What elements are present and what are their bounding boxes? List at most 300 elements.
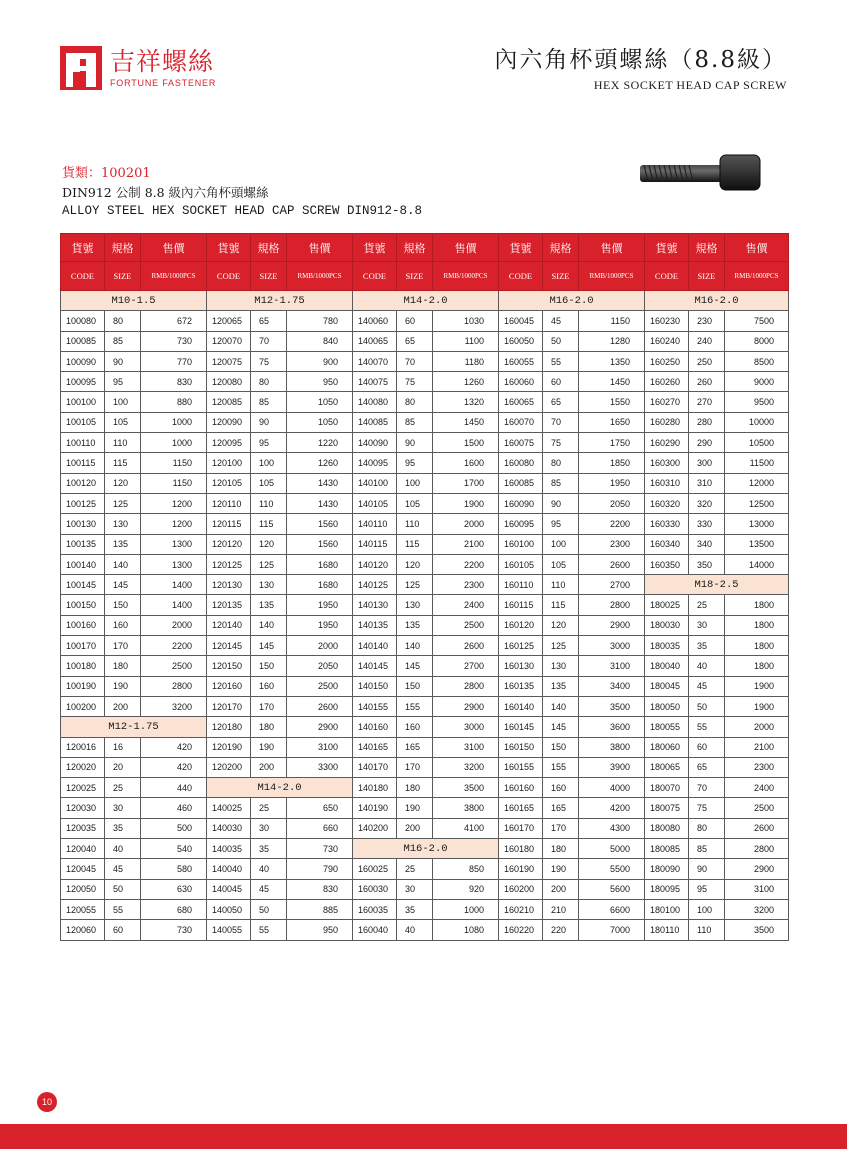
code-cell: 100100 (61, 392, 105, 412)
code-cell: 180085 (645, 839, 689, 859)
size-cell: 100 (397, 473, 433, 493)
price-cell: 1560 (287, 534, 353, 554)
section-label: M16-2.0 (353, 839, 499, 859)
size-cell: 145 (397, 656, 433, 676)
price-cell: 1430 (287, 473, 353, 493)
price-cell: 1800 (725, 656, 789, 676)
code-cell: 120160 (207, 676, 251, 696)
code-cell: 140170 (353, 757, 397, 777)
table-row (61, 575, 789, 595)
price-cell: 1320 (433, 392, 499, 412)
code-cell: 160065 (499, 392, 543, 412)
price-cell: 2200 (579, 514, 645, 534)
size-cell: 95 (105, 372, 141, 392)
size-cell: 30 (397, 879, 433, 899)
size-cell: 45 (543, 311, 579, 331)
price-cell: 1260 (287, 453, 353, 473)
code-cell: 140125 (353, 575, 397, 595)
code-cell: 120040 (61, 839, 105, 859)
product-desc-en: ALLOY STEEL HEX SOCKET HEAD CAP SCREW DIN912-8.8 (62, 204, 423, 218)
code-cell: 140145 (353, 656, 397, 676)
table-row (61, 839, 789, 859)
price-cell: 3200 (141, 696, 207, 716)
table-row (61, 473, 789, 493)
size-cell: 200 (397, 818, 433, 838)
size-cell: 180 (251, 717, 287, 737)
footer-bar (0, 1124, 847, 1149)
table-row (61, 331, 789, 351)
price-cell: 1700 (433, 473, 499, 493)
code-cell: 160095 (499, 514, 543, 534)
code-cell: 120100 (207, 453, 251, 473)
table-row (61, 778, 789, 798)
price-cell: 4300 (579, 818, 645, 838)
size-cell: 25 (689, 595, 725, 615)
code-cell: 160290 (645, 433, 689, 453)
code-cell: 160250 (645, 351, 689, 371)
size-cell: 145 (251, 636, 287, 656)
price-cell: 790 (287, 859, 353, 879)
price-cell: 1050 (287, 392, 353, 412)
code-cell: 100130 (61, 514, 105, 534)
size-cell: 105 (397, 493, 433, 513)
code-cell: 160110 (499, 575, 543, 595)
size-cell: 85 (543, 473, 579, 493)
size-cell: 165 (543, 798, 579, 818)
size-cell: 95 (251, 433, 287, 453)
table-row (61, 737, 789, 757)
code-cell: 180040 (645, 656, 689, 676)
price-cell: 1680 (287, 554, 353, 574)
code-cell: 180035 (645, 636, 689, 656)
price-cell: 3300 (287, 757, 353, 777)
code-cell: 180110 (645, 920, 689, 940)
size-cell: 200 (543, 879, 579, 899)
price-cell: 10000 (725, 412, 789, 432)
price-cell: 3200 (725, 899, 789, 919)
size-cell: 180 (543, 839, 579, 859)
code-cell: 180050 (645, 696, 689, 716)
code-cell: 120095 (207, 433, 251, 453)
code-cell: 180060 (645, 737, 689, 757)
code-cell: 140065 (353, 331, 397, 351)
price-cell: 1560 (287, 514, 353, 534)
price-cell: 3100 (579, 656, 645, 676)
size-cell: 150 (543, 737, 579, 757)
price-cell: 2300 (579, 534, 645, 554)
code-cell: 140130 (353, 595, 397, 615)
code-cell: 160105 (499, 554, 543, 574)
size-cell: 270 (689, 392, 725, 412)
code-cell: 140045 (207, 879, 251, 899)
size-cell: 105 (543, 554, 579, 574)
price-cell: 1450 (579, 372, 645, 392)
code-cell: 120190 (207, 737, 251, 757)
code-cell: 120025 (61, 778, 105, 798)
price-cell: 3500 (433, 778, 499, 798)
table-row (61, 351, 789, 371)
table-row (61, 636, 789, 656)
code-cell: 160030 (353, 879, 397, 899)
price-cell: 1000 (141, 412, 207, 432)
product-desc-cn: DIN912 公制 8.8 級內六角杯頭螺絲 (62, 185, 269, 200)
page-number: 10 (37, 1092, 57, 1112)
size-cell: 45 (251, 879, 287, 899)
table-row (61, 757, 789, 777)
size-cell: 70 (251, 331, 287, 351)
code-cell: 160060 (499, 372, 543, 392)
code-cell: 120200 (207, 757, 251, 777)
size-cell: 100 (543, 534, 579, 554)
price-cell: 2800 (433, 676, 499, 696)
size-cell: 80 (689, 818, 725, 838)
size-cell: 100 (251, 453, 287, 473)
size-cell: 85 (105, 331, 141, 351)
code-cell: 140155 (353, 696, 397, 716)
code-cell: 160155 (499, 757, 543, 777)
table-row (61, 392, 789, 412)
price-cell: 420 (141, 737, 207, 757)
size-cell: 90 (397, 433, 433, 453)
price-cell: 630 (141, 879, 207, 899)
code-cell: 100170 (61, 636, 105, 656)
size-cell: 190 (251, 737, 287, 757)
code-cell: 180100 (645, 899, 689, 919)
price-cell: 2900 (579, 615, 645, 635)
price-cell: 770 (141, 351, 207, 371)
price-cell: 3100 (725, 879, 789, 899)
code-cell: 140150 (353, 676, 397, 696)
code-cell: 160125 (499, 636, 543, 656)
size-cell: 220 (543, 920, 579, 940)
price-cell: 13500 (725, 534, 789, 554)
header-size-cn: 規格 (251, 234, 287, 262)
size-cell: 140 (543, 696, 579, 716)
size-cell: 35 (251, 839, 287, 859)
size-cell: 100 (105, 392, 141, 412)
code-cell: 160330 (645, 514, 689, 534)
size-cell: 25 (105, 778, 141, 798)
size-cell: 60 (689, 737, 725, 757)
code-cell: 160230 (645, 311, 689, 331)
price-cell: 2000 (287, 636, 353, 656)
price-cell: 1950 (579, 473, 645, 493)
price-cell: 1600 (433, 453, 499, 473)
price-cell: 672 (141, 311, 207, 331)
header-size-en: SIZE (105, 262, 141, 291)
price-cell: 1400 (141, 575, 207, 595)
price-cell: 1050 (287, 412, 353, 432)
brand-name-en: FORTUNE FASTENER (110, 78, 217, 88)
size-cell: 50 (251, 899, 287, 919)
size-cell: 110 (689, 920, 725, 940)
size-cell: 135 (543, 676, 579, 696)
price-cell: 2800 (141, 676, 207, 696)
size-cell: 115 (251, 514, 287, 534)
price-cell: 2700 (579, 575, 645, 595)
table-row (61, 453, 789, 473)
size-cell: 165 (397, 737, 433, 757)
size-cell: 200 (105, 696, 141, 716)
price-cell: 3000 (579, 636, 645, 656)
code-cell: 120115 (207, 514, 251, 534)
table-row (61, 717, 789, 737)
price-cell: 1750 (579, 433, 645, 453)
price-cell: 2050 (287, 656, 353, 676)
table-row (61, 514, 789, 534)
size-cell: 65 (251, 311, 287, 331)
price-cell: 13000 (725, 514, 789, 534)
code-cell: 100160 (61, 615, 105, 635)
code-cell: 140055 (207, 920, 251, 940)
price-cell: 920 (433, 879, 499, 899)
price-cell: 2100 (433, 534, 499, 554)
code-cell: 120130 (207, 575, 251, 595)
size-cell: 250 (689, 351, 725, 371)
code-cell: 160050 (499, 331, 543, 351)
size-cell: 230 (689, 311, 725, 331)
price-cell: 1950 (287, 595, 353, 615)
price-cell: 3800 (433, 798, 499, 818)
section-label: M16-2.0 (499, 291, 645, 311)
price-cell: 4100 (433, 818, 499, 838)
price-cell: 500 (141, 818, 207, 838)
table-row (61, 818, 789, 838)
code-cell: 160055 (499, 351, 543, 371)
size-cell: 190 (543, 859, 579, 879)
price-cell: 830 (287, 879, 353, 899)
code-cell: 160310 (645, 473, 689, 493)
page-title-cn: 內六角杯頭螺絲（8.8級） (494, 47, 787, 73)
price-cell: 14000 (725, 554, 789, 574)
size-cell: 110 (251, 493, 287, 513)
section-label: M14-2.0 (353, 291, 499, 311)
size-cell: 90 (689, 859, 725, 879)
size-cell: 150 (397, 676, 433, 696)
price-cell: 1030 (433, 311, 499, 331)
code-cell: 160070 (499, 412, 543, 432)
price-cell: 3800 (579, 737, 645, 757)
size-cell: 160 (543, 778, 579, 798)
price-cell: 9000 (725, 372, 789, 392)
brand-logo (60, 46, 216, 90)
code-cell: 100140 (61, 554, 105, 574)
size-cell: 70 (397, 351, 433, 371)
code-cell: 120020 (61, 757, 105, 777)
size-cell: 90 (543, 493, 579, 513)
code-cell: 180045 (645, 676, 689, 696)
code-cell: 180070 (645, 778, 689, 798)
price-cell: 1650 (579, 412, 645, 432)
size-cell: 80 (397, 392, 433, 412)
code-cell: 100105 (61, 412, 105, 432)
code-cell: 160120 (499, 615, 543, 635)
header-size-cn: 規格 (105, 234, 141, 262)
code-cell: 120090 (207, 412, 251, 432)
price-cell: 5600 (579, 879, 645, 899)
header-code-en: CODE (207, 262, 251, 291)
price-cell: 2000 (725, 717, 789, 737)
price-cell: 1300 (141, 554, 207, 574)
code-cell: 160100 (499, 534, 543, 554)
size-cell: 95 (689, 879, 725, 899)
size-cell: 120 (105, 473, 141, 493)
price-cell: 1900 (725, 696, 789, 716)
price-cell: 730 (141, 331, 207, 351)
size-cell: 145 (105, 575, 141, 595)
price-cell: 1000 (433, 899, 499, 919)
table-header-en (61, 262, 789, 291)
price-table (60, 233, 789, 941)
code-cell: 160140 (499, 696, 543, 716)
price-cell: 7500 (725, 311, 789, 331)
code-cell: 140050 (207, 899, 251, 919)
brand-text (110, 48, 216, 88)
price-cell: 440 (141, 778, 207, 798)
size-cell: 90 (251, 412, 287, 432)
price-cell: 1150 (141, 473, 207, 493)
size-cell: 70 (689, 778, 725, 798)
table-row (61, 899, 789, 919)
price-cell: 9500 (725, 392, 789, 412)
code-cell: 120045 (61, 859, 105, 879)
price-cell: 2500 (725, 798, 789, 818)
code-cell: 100135 (61, 534, 105, 554)
size-cell: 280 (689, 412, 725, 432)
size-cell: 130 (105, 514, 141, 534)
price-cell: 880 (141, 392, 207, 412)
size-cell: 55 (105, 899, 141, 919)
size-cell: 130 (397, 595, 433, 615)
size-cell: 60 (397, 311, 433, 331)
table-row (61, 372, 789, 392)
code-cell: 160150 (499, 737, 543, 757)
size-cell: 260 (689, 372, 725, 392)
code-cell: 160160 (499, 778, 543, 798)
size-cell: 310 (689, 473, 725, 493)
header-code-cn: 貨號 (353, 234, 397, 262)
code-cell: 120060 (61, 920, 105, 940)
code-cell: 160080 (499, 453, 543, 473)
code-cell: 180065 (645, 757, 689, 777)
code-cell: 100090 (61, 351, 105, 371)
price-cell: 950 (287, 372, 353, 392)
size-cell: 40 (105, 839, 141, 859)
code-cell: 160220 (499, 920, 543, 940)
code-cell: 160170 (499, 818, 543, 838)
size-cell: 130 (543, 656, 579, 676)
header-size-en: SIZE (397, 262, 433, 291)
header-code-cn: 貨號 (499, 234, 543, 262)
size-cell: 65 (397, 331, 433, 351)
price-cell: 1260 (433, 372, 499, 392)
size-cell: 75 (397, 372, 433, 392)
price-cell: 2700 (433, 656, 499, 676)
header-size-cn: 規格 (689, 234, 725, 262)
size-cell: 80 (543, 453, 579, 473)
code-cell: 160165 (499, 798, 543, 818)
size-cell: 65 (689, 757, 725, 777)
price-cell: 1350 (579, 351, 645, 371)
size-cell: 95 (543, 514, 579, 534)
code-cell: 160260 (645, 372, 689, 392)
size-cell: 115 (397, 534, 433, 554)
page-title-block (494, 46, 787, 93)
price-cell: 1500 (433, 433, 499, 453)
price-cell: 1200 (141, 493, 207, 513)
table-row (61, 595, 789, 615)
size-cell: 160 (397, 717, 433, 737)
price-cell: 1180 (433, 351, 499, 371)
size-cell: 50 (105, 879, 141, 899)
size-cell: 40 (397, 920, 433, 940)
size-cell: 120 (251, 534, 287, 554)
page-title-en: HEX SOCKET HEAD CAP SCREW (593, 78, 787, 92)
table-row (61, 493, 789, 513)
code-cell: 100145 (61, 575, 105, 595)
header-price-cn: 售價 (141, 234, 207, 262)
code-cell: 140090 (353, 433, 397, 453)
code-cell: 100150 (61, 595, 105, 615)
code-cell: 120055 (61, 899, 105, 919)
size-cell: 110 (397, 514, 433, 534)
size-cell: 85 (689, 839, 725, 859)
code-cell: 180075 (645, 798, 689, 818)
size-cell: 105 (251, 473, 287, 493)
price-cell: 460 (141, 798, 207, 818)
table-row (61, 433, 789, 453)
table-row (61, 920, 789, 940)
code-cell: 120085 (207, 392, 251, 412)
size-cell: 35 (105, 818, 141, 838)
code-cell: 160045 (499, 311, 543, 331)
size-cell: 200 (251, 757, 287, 777)
code-cell: 140080 (353, 392, 397, 412)
price-cell: 2600 (287, 696, 353, 716)
size-cell: 30 (689, 615, 725, 635)
code-cell: 100125 (61, 493, 105, 513)
size-cell: 16 (105, 737, 141, 757)
size-cell: 350 (689, 554, 725, 574)
size-cell: 150 (251, 656, 287, 676)
size-cell: 145 (543, 717, 579, 737)
price-cell: 3100 (287, 737, 353, 757)
price-cell: 1150 (579, 311, 645, 331)
code-cell: 100110 (61, 433, 105, 453)
header-code-cn: 貨號 (207, 234, 251, 262)
code-cell: 180025 (645, 595, 689, 615)
size-cell: 75 (543, 433, 579, 453)
header-code-en: CODE (645, 262, 689, 291)
price-cell: 3500 (725, 920, 789, 940)
header-code-en: CODE (499, 262, 543, 291)
code-cell: 160040 (353, 920, 397, 940)
code-cell: 140100 (353, 473, 397, 493)
size-cell: 110 (543, 575, 579, 595)
size-cell: 50 (543, 331, 579, 351)
size-cell: 55 (251, 920, 287, 940)
table-row (61, 291, 789, 311)
size-cell: 320 (689, 493, 725, 513)
size-cell: 140 (251, 615, 287, 635)
price-cell: 1430 (287, 493, 353, 513)
price-cell: 12500 (725, 493, 789, 513)
code-cell: 160145 (499, 717, 543, 737)
code-cell: 100085 (61, 331, 105, 351)
code-cell: 140095 (353, 453, 397, 473)
price-cell: 850 (433, 859, 499, 879)
price-cell: 420 (141, 757, 207, 777)
